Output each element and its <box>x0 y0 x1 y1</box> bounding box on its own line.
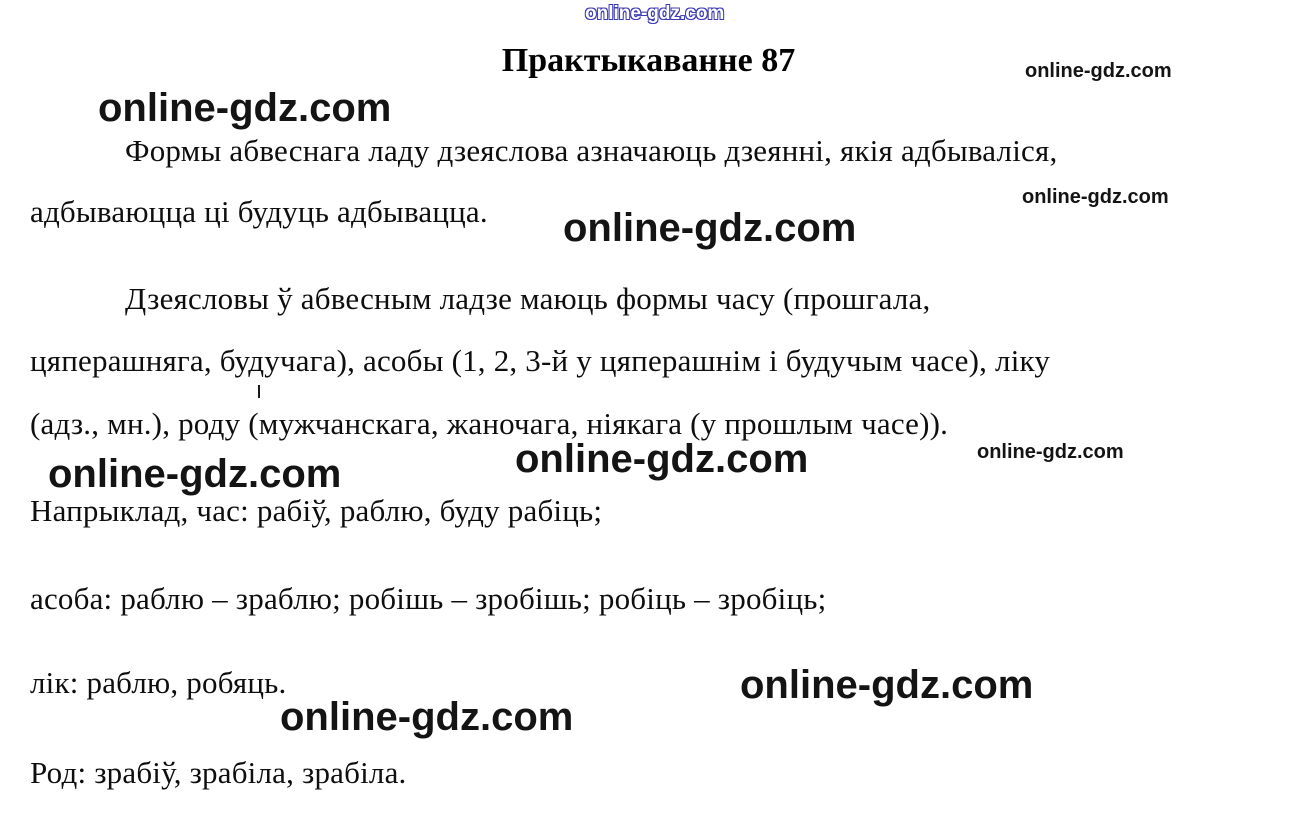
paragraph2-line1: Дзеясловы ў абвесным ладзе маюць формы часу (прошгала, <box>125 281 931 316</box>
watermark-large-center-1: online-gdz.com <box>563 206 857 250</box>
stray-scan-mark <box>258 385 260 398</box>
paragraph1-line2: адбываюцца ці будуць адбывацца. <box>30 194 488 229</box>
watermark-large-center-bottom: online-gdz.com <box>280 695 574 739</box>
paragraph2-line3: (адз., мн.), роду (мужчанскага, жаночага, ніякага (у прошлым часе)). <box>30 406 949 441</box>
example-gender-line: Род: зрабіў, зрабіла, зрабіла. <box>30 755 407 790</box>
page-title: Практыкаванне 87 <box>501 42 796 79</box>
watermark-blue-top: online-gdz.com <box>585 3 725 24</box>
example-person-line: асоба: раблю – зраблю; робішь – зробішь; робіць – зробіць; <box>30 581 827 616</box>
watermark-large-left-2: online-gdz.com <box>48 452 342 496</box>
watermark-large-right-bottom: online-gdz.com <box>740 663 1034 707</box>
paragraph2-line2: цяперашняга, будучага), асобы (1, 2, 3-й у цяперашнім і будучым часе), ліку <box>30 343 1051 378</box>
watermark-small-right-2: online-gdz.com <box>1022 186 1169 208</box>
example-time-line: Напрыклад, час: рабіў, раблю, буду рабіць; <box>30 493 603 528</box>
example-number-line: лік: раблю, робяць. <box>30 665 287 700</box>
watermark-large-upper-left: online-gdz.com <box>98 86 392 130</box>
watermark-small-top-right: online-gdz.com <box>1025 60 1172 82</box>
paragraph1-line1: Формы абвеснага ладу дзеяслова азначаюць дзеянні, якія адбываліся, <box>125 133 1058 168</box>
watermark-large-center-2: online-gdz.com <box>515 437 809 481</box>
watermark-small-right-3: online-gdz.com <box>977 441 1124 463</box>
